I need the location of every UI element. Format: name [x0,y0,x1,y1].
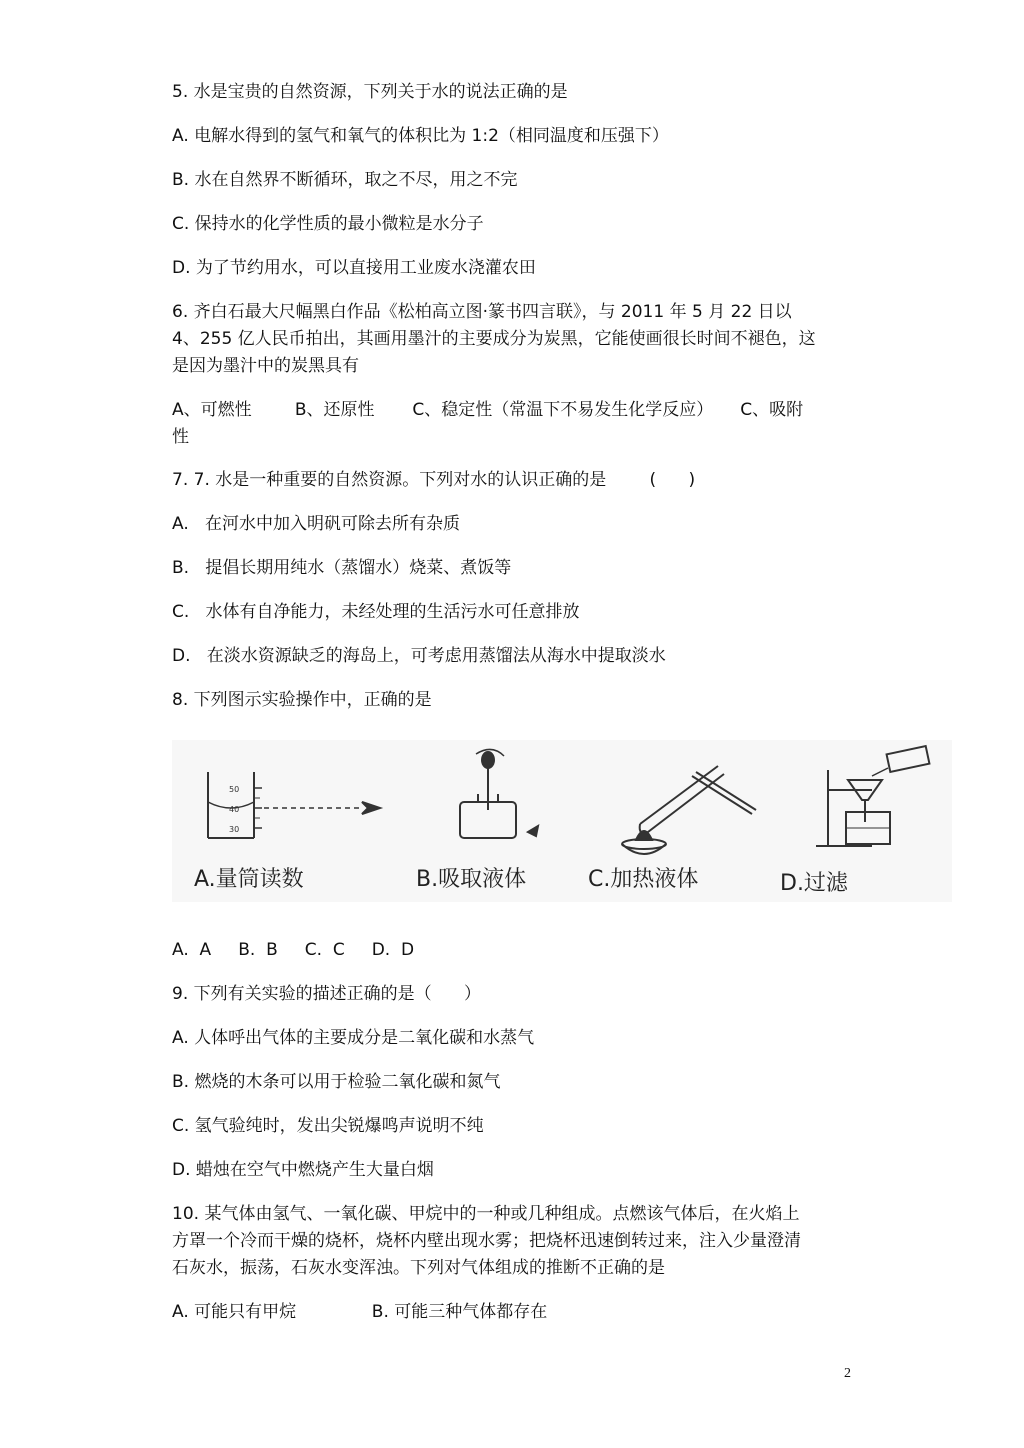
q9-option-a: A. 人体呼出气体的主要成分是二氧化碳和水蒸气 [172,1028,535,1048]
q10-options: A. 可能只有甲烷 B. 可能三种气体都存在 [172,1302,548,1322]
q7-option-c: C. 水体有自净能力，未经处理的生活污水可任意排放 [172,602,580,622]
figure-label-a: A.量筒读数 [194,867,304,892]
q7-option-b: B. 提倡长期用纯水（蒸馏水）烧菜、煮饭等 [172,558,512,578]
q5-option-b: B. 水在自然界不断循环，取之不尽，用之不完 [172,170,518,190]
figure-label-c: C.加热液体 [588,867,699,892]
figure-label-b: B.吸取液体 [416,867,527,892]
cylinder-tick-40: 40 [229,805,240,814]
q9-option-d: D. 蜡烛在空气中燃烧产生大量白烟 [172,1160,434,1180]
figure-label-d: D.过滤 [780,871,848,896]
q7-option-a: A. 在河水中加入明矾可除去所有杂质 [172,514,460,534]
cylinder-tick-30: 30 [229,825,240,834]
q5-option-c: C. 保持水的化学性质的最小微粒是水分子 [172,214,484,234]
q8-options: A. A B. B C. C D. D [172,940,415,960]
q6-options-line-1: A、可燃性 B、还原性 C、稳定性（常温下不易发生化学反应） C、吸附 [172,400,804,420]
q7-option-d: D. 在淡水资源缺乏的海岛上，可考虑用蒸馏法从海水中提取淡水 [172,646,666,666]
q6-options-line-2: 性 [172,427,189,447]
q6-stem-line-3: 是因为墨汁中的炭黑具有 [172,356,359,376]
q9-option-b: B. 燃烧的木条可以用于检验二氧化碳和氮气 [172,1072,501,1092]
q6-stem-line-1: 6. 齐白石最大尺幅黑白作品《松柏高立图·篆书四言联》，与 2011 年 5 月 22 日以 [172,302,792,322]
q5-stem: 5. 水是宝贵的自然资源，下列关于水的说法正确的是 [172,82,568,102]
q5-option-d: D. 为了节约用水，可以直接用工业废水浇灌农田 [172,258,536,278]
q8-stem: 8. 下列图示实验操作中，正确的是 [172,690,432,710]
q9-option-c: C. 氢气验纯时，发出尖锐爆鸣声说明不纯 [172,1116,484,1136]
lab-operations-figure [172,740,952,902]
q7-stem: 7. 7. 水是一种重要的自然资源。下列对水的认识正确的是 ( ) [172,470,696,490]
cylinder-tick-50: 50 [229,785,240,794]
q6-stem-line-2: 4、255 亿人民币拍出，其画用墨汁的主要成分为炭黑，它能使画很长时间不褪色，这 [172,329,816,349]
q10-stem-line-2: 方罩一个冷而干燥的烧杯，烧杯内壁出现水雾；把烧杯迅速倒转过来，注入少量澄清 [172,1231,801,1251]
q10-stem-line-3: 石灰水，振荡，石灰水变浑浊。下列对气体组成的推断不正确的是 [172,1258,665,1278]
q9-stem: 9. 下列有关实验的描述正确的是（ ） [172,984,482,1004]
q5-option-a: A. 电解水得到的氢气和氧气的体积比为 1:2（相同温度和压强下） [172,126,669,146]
q10-stem-line-1: 10. 某气体由氢气、一氧化碳、甲烷中的一种或几种组成。点燃该气体后，在火焰上 [172,1204,800,1224]
page-number: 2 [844,1366,851,1381]
